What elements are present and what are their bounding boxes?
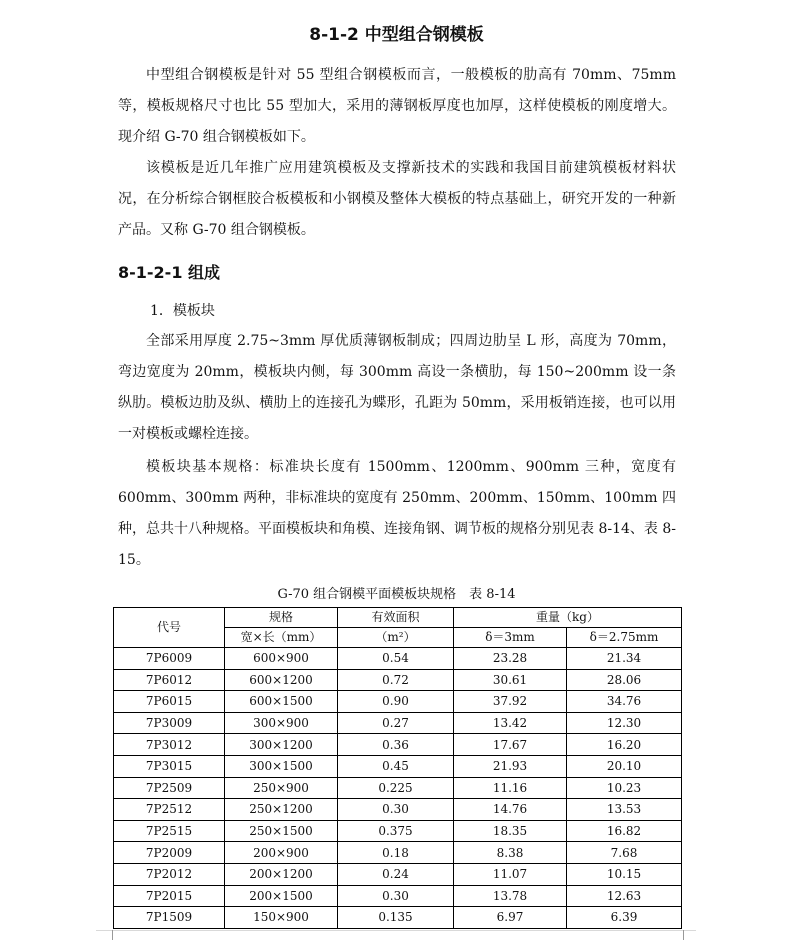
code-cell: 7P2015 xyxy=(114,885,225,907)
body-paragraph-1: 全部采用厚度 2.75~3mm 厚优质薄钢板制成；四周边肋呈 L 形，高度为 70mm，弯边宽度为 20mm，模板块内侧，每 300mm 高设一条横肋，每 150~200mm 设一条纵肋。模板边肋及纵、横肋上的连接孔为蝶形，孔距为 50mm，采用板销连接，也可以用一对模板或螺栓连接。 xyxy=(118,333,676,442)
header-spec-line1: 规格 xyxy=(225,608,338,628)
spec-cell: 600×1500 xyxy=(225,691,338,713)
weight-3mm-cell: 13.42 xyxy=(454,712,567,734)
weight-3mm-cell: 18.35 xyxy=(454,820,567,842)
area-cell: 0.135 xyxy=(338,907,454,929)
weight-3mm-cell: 37.92 xyxy=(454,691,567,713)
table-row xyxy=(114,885,682,907)
code-cell: 7P2509 xyxy=(114,777,225,799)
code-cell: 7P6009 xyxy=(114,648,225,670)
table-row xyxy=(114,842,682,864)
area-cell: 0.225 xyxy=(338,777,454,799)
weight-2-75mm-cell: 20.10 xyxy=(567,755,682,777)
spec-cell: 200×900 xyxy=(225,842,338,864)
table-row xyxy=(114,734,682,756)
weight-2-75mm-cell: 12.63 xyxy=(567,885,682,907)
code-cell: 7P3012 xyxy=(114,734,225,756)
weight-2-75mm-cell: 16.20 xyxy=(567,734,682,756)
table-row xyxy=(114,691,682,713)
area-cell: 0.18 xyxy=(338,842,454,864)
spec-cell: 250×900 xyxy=(225,777,338,799)
spec-cell: 300×1500 xyxy=(225,755,338,777)
header-weight-3mm: δ＝3mm xyxy=(454,628,567,648)
table-body xyxy=(114,648,682,929)
weight-3mm-cell: 21.93 xyxy=(454,755,567,777)
spec-cell: 250×1500 xyxy=(225,820,338,842)
weight-3mm-cell: 17.67 xyxy=(454,734,567,756)
area-cell: 0.375 xyxy=(338,820,454,842)
table-row xyxy=(114,777,682,799)
list-item-heading: 1．模板块 xyxy=(150,303,215,319)
weight-3mm-cell: 11.16 xyxy=(454,777,567,799)
body-paragraph-2: 模板块基本规格：标准块长度有 1500mm、1200mm、900mm 三种，宽度有 600mm、300mm 两种，非标准块的宽度有 250mm、200mm、150mm、100mm 四种，总共十八种规格。平面模板块和角模、连接角钢、调节板的规格分别见表 8-14、表 8-15。 xyxy=(118,459,676,568)
spec-cell: 200×1200 xyxy=(225,863,338,885)
weight-3mm-cell: 13.78 xyxy=(454,885,567,907)
code-cell: 7P3009 xyxy=(114,712,225,734)
area-cell: 0.36 xyxy=(338,734,454,756)
spec-cell: 250×1200 xyxy=(225,799,338,821)
table-row xyxy=(114,648,682,670)
table-row xyxy=(114,669,682,691)
area-cell: 0.30 xyxy=(338,799,454,821)
spec-cell: 600×1200 xyxy=(225,669,338,691)
code-cell: 7P6012 xyxy=(114,669,225,691)
spec-cell: 200×1500 xyxy=(225,885,338,907)
area-cell: 0.24 xyxy=(338,863,454,885)
weight-2-75mm-cell: 12.30 xyxy=(567,712,682,734)
weight-3mm-cell: 11.07 xyxy=(454,863,567,885)
code-cell: 7P3015 xyxy=(114,755,225,777)
weight-2-75mm-cell: 21.34 xyxy=(567,648,682,670)
spec-cell: 600×900 xyxy=(225,648,338,670)
header-weight: 重量（kg） xyxy=(454,608,682,628)
intro-paragraph-1: 中型组合钢模板是针对 55 型组合钢模板而言，一般模板的肋高有 70mm、75mm 等，模板规格尺寸也比 55 型加大，采用的薄钢板厚度也加厚，这样使模板的刚度增大。现介绍 G-70 组合钢模板如下。 xyxy=(118,67,676,145)
spec-cell: 150×900 xyxy=(225,907,338,929)
weight-3mm-cell: 6.97 xyxy=(454,907,567,929)
page-bottom-rule xyxy=(96,930,696,931)
code-cell: 7P2009 xyxy=(114,842,225,864)
section-heading: 8-1-2-1 组成 xyxy=(118,263,221,282)
intro-paragraph-2: 该模板是近几年推广应用建筑模板及支撑新技术的实践和我国目前建筑模板材料状况，在分析综合钢框胶合板模板和小钢模及整体大模板的特点基础上，研究开发的一种新产品。又称 G-70 组合钢模板。 xyxy=(118,160,676,238)
weight-3mm-cell: 8.38 xyxy=(454,842,567,864)
code-cell: 7P2512 xyxy=(114,799,225,821)
code-cell: 7P2515 xyxy=(114,820,225,842)
area-cell: 0.72 xyxy=(338,669,454,691)
header-area-line1: 有效面积 xyxy=(338,608,454,628)
area-cell: 0.54 xyxy=(338,648,454,670)
code-cell: 7P2012 xyxy=(114,863,225,885)
code-cell: 7P6015 xyxy=(114,691,225,713)
table-row xyxy=(114,755,682,777)
weight-2-75mm-cell: 28.06 xyxy=(567,669,682,691)
header-area-line2: （m²） xyxy=(338,628,454,648)
area-cell: 0.30 xyxy=(338,885,454,907)
header-weight-2-75mm: δ＝2.75mm xyxy=(567,628,682,648)
weight-2-75mm-cell: 13.53 xyxy=(567,799,682,821)
weight-2-75mm-cell: 10.15 xyxy=(567,863,682,885)
weight-2-75mm-cell: 7.68 xyxy=(567,842,682,864)
area-cell: 0.27 xyxy=(338,712,454,734)
area-cell: 0.45 xyxy=(338,755,454,777)
weight-3mm-cell: 14.76 xyxy=(454,799,567,821)
code-cell: 7P1509 xyxy=(114,907,225,929)
table-row xyxy=(114,907,682,929)
header-code: 代号 xyxy=(114,608,225,648)
spec-table xyxy=(113,607,682,929)
page-corner-mark-left xyxy=(112,930,123,940)
page-corner-mark-right xyxy=(673,930,684,940)
weight-2-75mm-cell: 16.82 xyxy=(567,820,682,842)
table-row xyxy=(114,863,682,885)
header-spec-line2: 宽×长（mm） xyxy=(225,628,338,648)
page-title: 8-1-2 中型组合钢模板 xyxy=(309,25,484,45)
spec-cell: 300×900 xyxy=(225,712,338,734)
weight-2-75mm-cell: 10.23 xyxy=(567,777,682,799)
area-cell: 0.90 xyxy=(338,691,454,713)
weight-2-75mm-cell: 34.76 xyxy=(567,691,682,713)
table-row xyxy=(114,799,682,821)
table-row xyxy=(114,820,682,842)
weight-2-75mm-cell: 6.39 xyxy=(567,907,682,929)
weight-3mm-cell: 23.28 xyxy=(454,648,567,670)
table-caption: G-70 组合钢模平面模板块规格 表 8-14 xyxy=(277,587,516,602)
weight-3mm-cell: 30.61 xyxy=(454,669,567,691)
spec-cell: 300×1200 xyxy=(225,734,338,756)
table-row xyxy=(114,712,682,734)
